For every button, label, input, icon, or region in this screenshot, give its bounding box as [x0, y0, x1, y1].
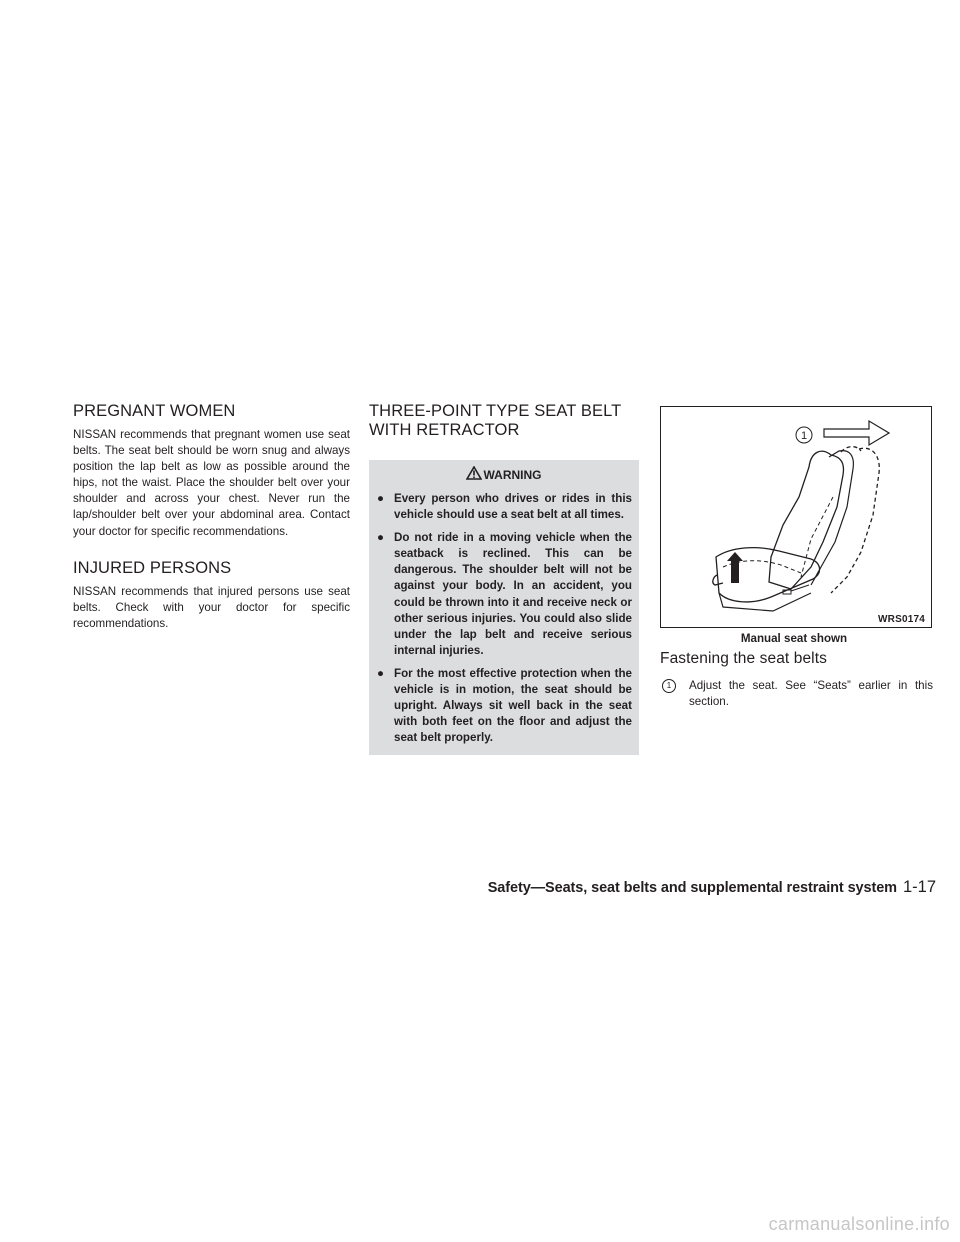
footer-title: Safety—Seats, seat belts and supplemental restraint system	[487, 880, 897, 896]
warning-item	[375, 666, 632, 746]
bullet-icon: ●	[377, 531, 385, 545]
warning-list	[375, 491, 632, 746]
middle-column	[369, 402, 639, 755]
page-number: 1-17	[902, 878, 936, 896]
bullet-icon: ●	[377, 666, 385, 680]
page-footer	[460, 878, 936, 897]
bullet-icon: ●	[377, 492, 385, 505]
seat-drawing	[661, 407, 931, 627]
three-point-heading: THREE-POINT TYPE SEAT BELT WITH RETRACTOR	[369, 402, 622, 439]
pregnant-women-text: NISSAN recommends that pregnant women use seat belts. The seat belt should be worn snug and always position the lap belt as low as possible around the hips, not the waist. Place the shoulder belt over your shoulder and across your chest. Never run the lap/shoulder belt over your abdominal area. Contact your doctor for specific recommendations.	[73, 428, 350, 538]
figure-code: WRS0174	[878, 614, 925, 625]
left-column	[73, 402, 350, 632]
warning-item-text: Do not ride in a moving vehicle when the seatback is reclined. This can be dangerous. The shoulder belt will not be against your body. In an accident, you could be thrown into it and receive neck or other serious injuries. You could also slide under the lap belt and receive serious internal injuries.	[394, 531, 632, 657]
figure-caption: Manual seat shown	[740, 632, 848, 645]
warning-triangle-icon	[466, 466, 482, 484]
injured-persons-heading: INJURED PERSONS	[73, 558, 232, 577]
injured-persons-text: NISSAN recommends that injured persons use seat belts. Check with your doctor for specific recommendations.	[73, 584, 350, 630]
warning-header	[375, 466, 632, 484]
right-column	[660, 406, 934, 710]
warning-box	[369, 460, 639, 755]
watermark: carmanualsonline.info	[768, 1214, 950, 1234]
warning-item	[375, 530, 632, 659]
warning-item-text: Every person who drives or rides in this vehicle should use a seat belt at all times.	[394, 492, 632, 522]
step-text: Adjust the seat. See “Seats” earlier in this section.	[689, 679, 933, 709]
warning-item-text: For the most effective protection when the vehicle is in motion, the seat should be upright. Always sit well back in the seat with both feet on the floor and adjust the seat belt properly.	[394, 666, 632, 745]
step-item	[660, 678, 934, 710]
seat-illustration	[660, 406, 932, 628]
warning-item	[375, 491, 632, 523]
step-number-icon: 1	[662, 679, 676, 693]
fastening-heading: Fastening the seat belts	[660, 650, 827, 667]
pregnant-women-heading: PREGNANT WOMEN	[73, 402, 236, 420]
figure-callout: 1	[800, 430, 808, 442]
warning-title: WARNING	[483, 468, 542, 482]
